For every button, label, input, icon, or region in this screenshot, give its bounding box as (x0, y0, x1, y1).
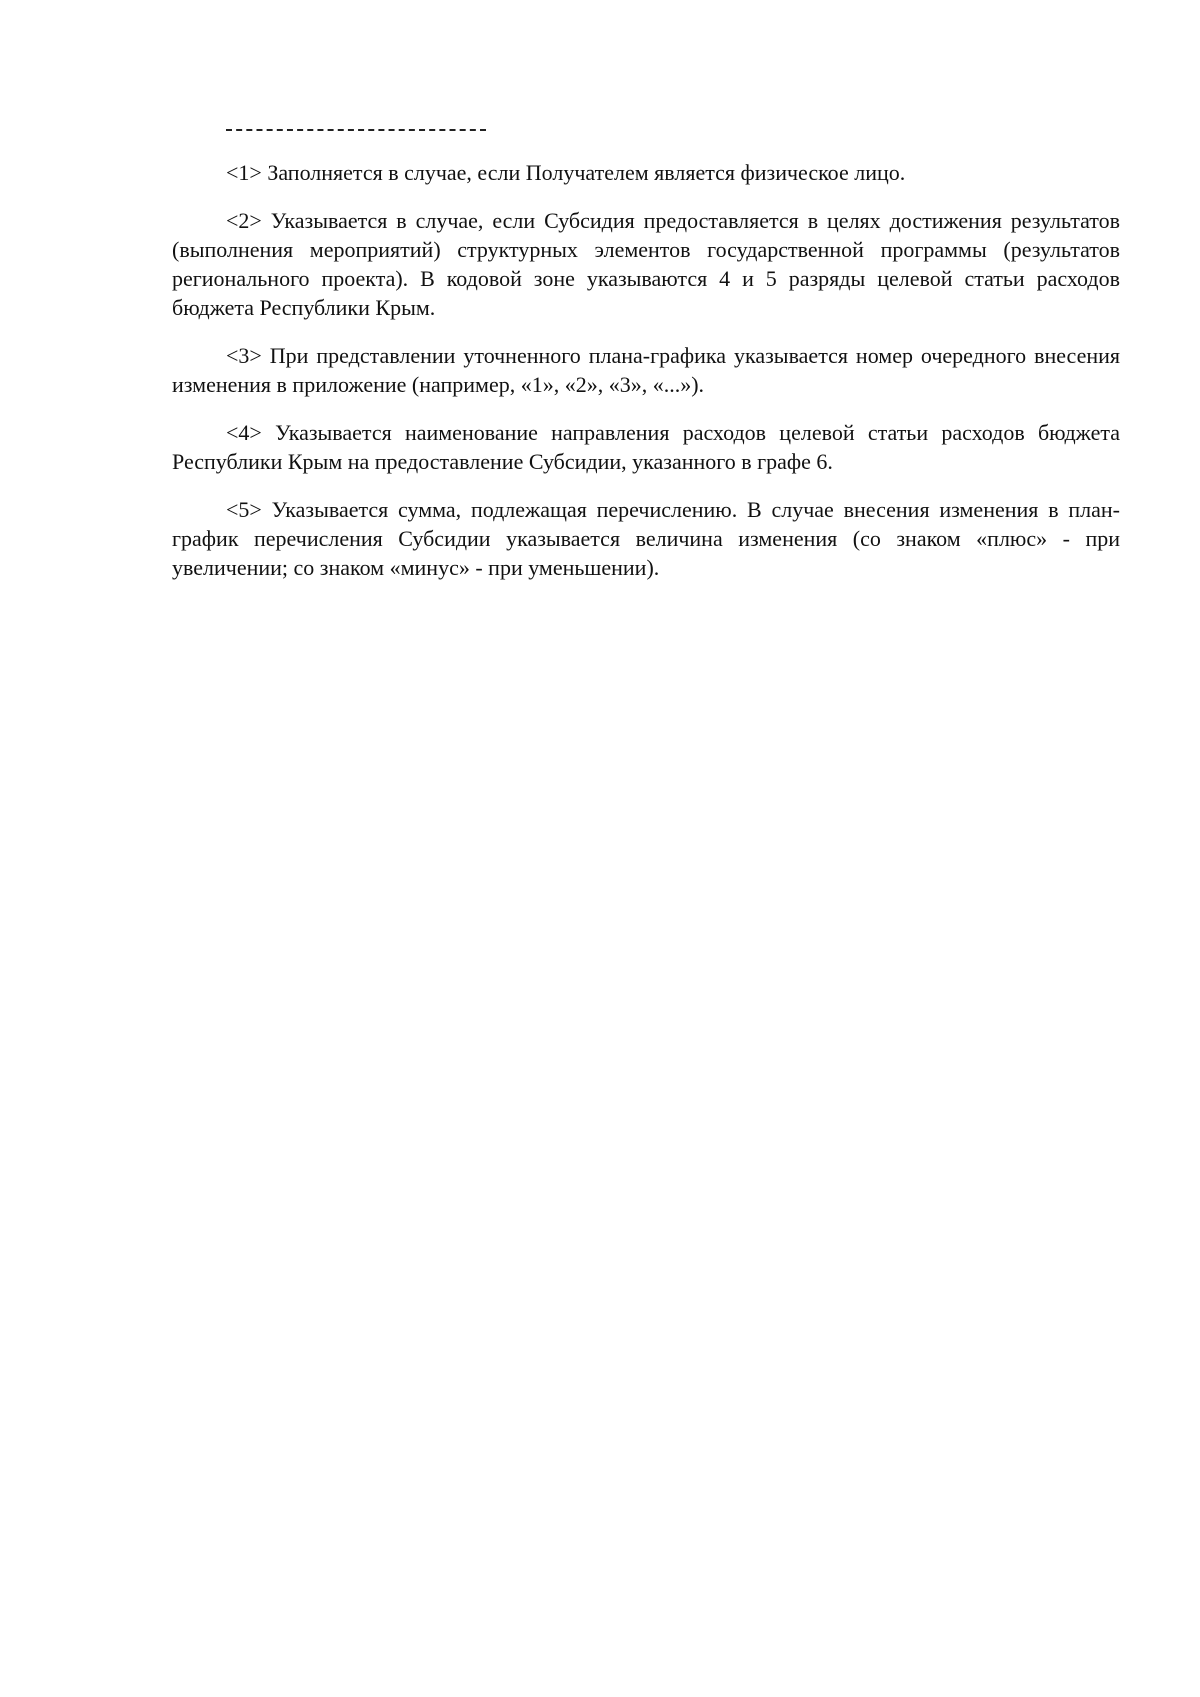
footnote-1: <1> Заполняется в случае, если Получателем является физическое лицо. (226, 160, 906, 185)
footnote-3: <3> При представлении уточненного плана-графика указывается номер очередного внесения изменения в приложение (например, «1», «2», «3», «...»). (172, 343, 1120, 397)
footnote-4: <4> Указывается наименование направления расходов целевой статьи расходов бюджета Республики Крым на предоставление Субсидии, указанного в графе 6. (172, 420, 1120, 474)
footnotes-section (172, 112, 1120, 601)
footnote-separator (226, 129, 486, 131)
footnote-5: <5> Указывается сумма, подлежащая перечислению. В случае внесения изменения в план-график перечисления Субсидии указывается величина изменения (со знаком «плюс» - при увеличении; со знаком «минус» - при уменьшении). (172, 497, 1120, 580)
footnote-2: <2> Указывается в случае, если Субсидия предоставляется в целях достижения результатов (выполнения мероприятий) структурных элементов государственной программы (результатов регионального проекта). В кодовой зоне указываются 4 и 5 разряды целевой статьи расходов бюджета Республики Крым. (172, 208, 1120, 320)
